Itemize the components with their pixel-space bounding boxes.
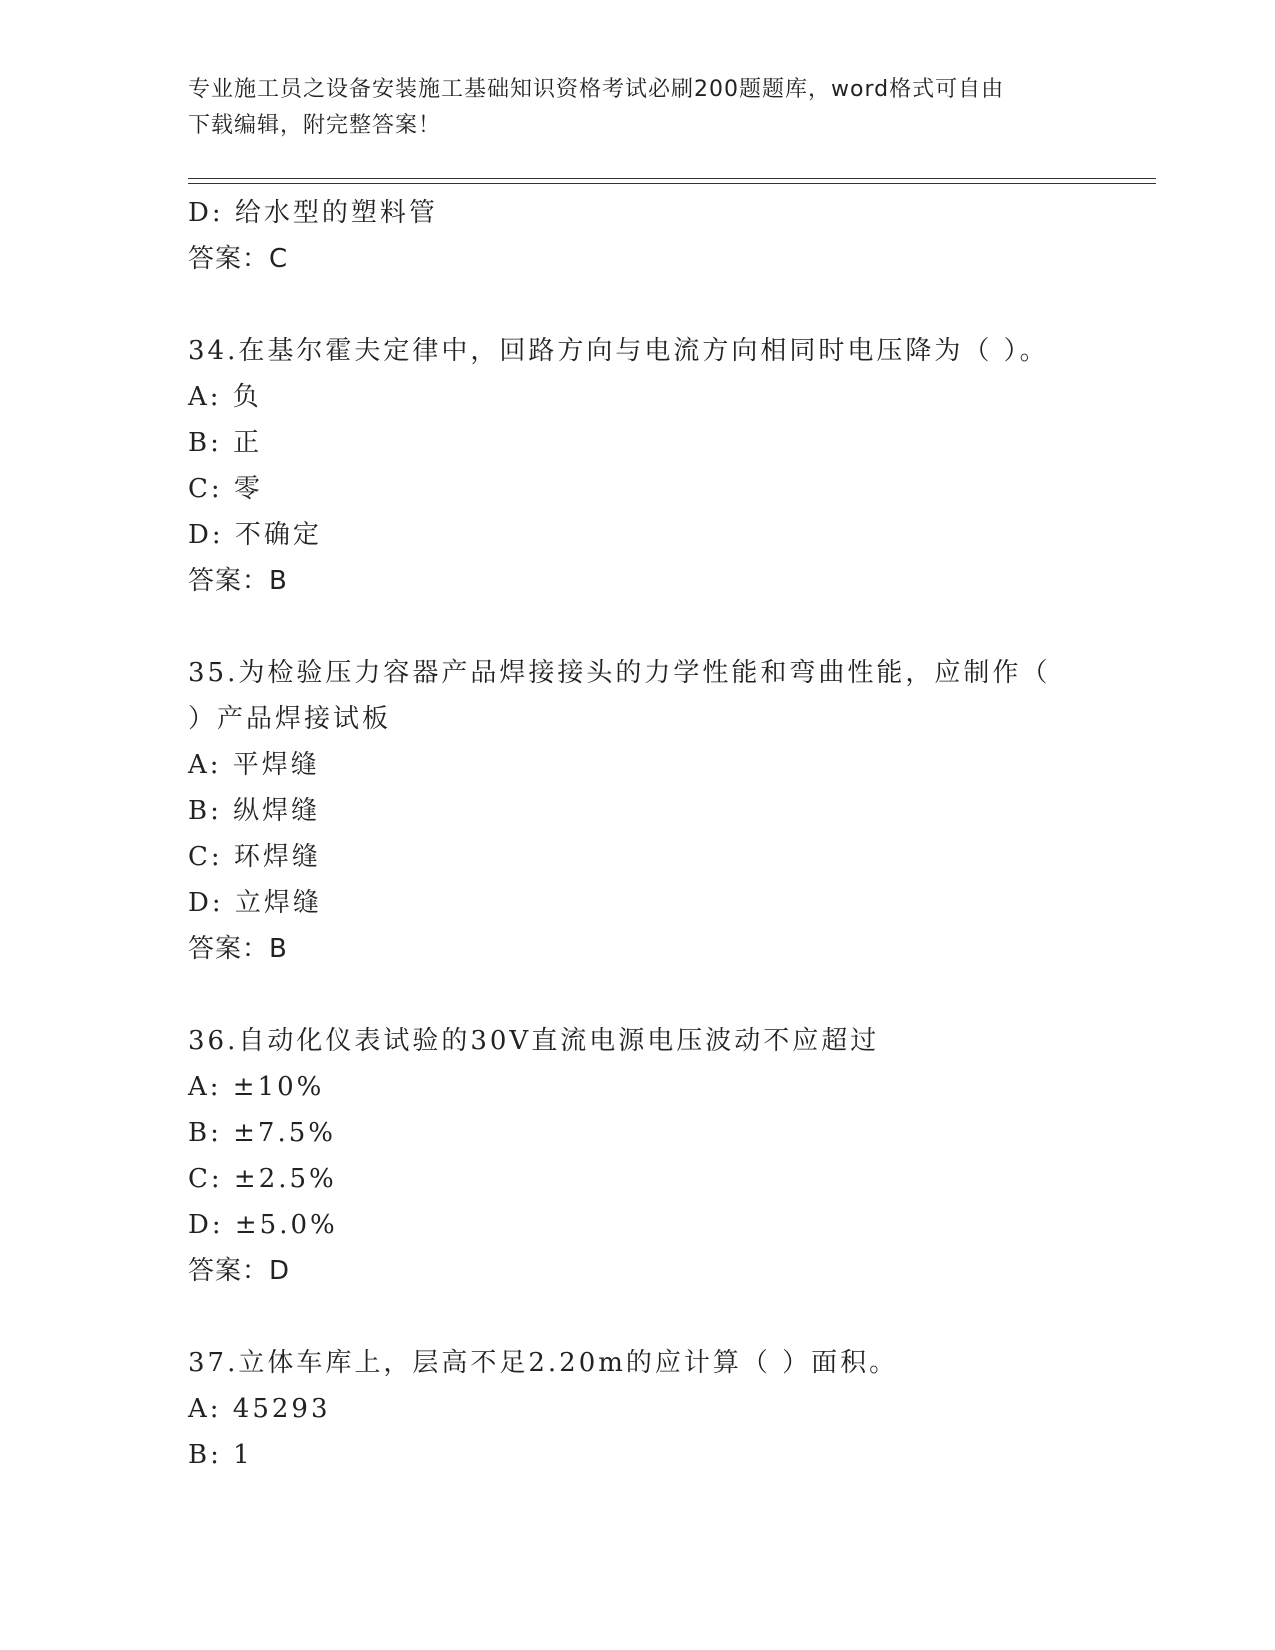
question-34-option-c: C: 零 — [188, 474, 263, 504]
question-35-option-c: C: 环焊缝 — [188, 842, 321, 872]
spacer — [188, 604, 1088, 650]
question-34-option-b: B: 正 — [188, 428, 263, 458]
spacer — [188, 972, 1088, 1018]
question-37-option-a: A: 45293 — [188, 1394, 331, 1424]
header-divider-top — [188, 178, 1156, 179]
question-35-stem-line-1: 35.为检验压力容器产品焊接接头的力学性能和弯曲性能，应制作（ — [188, 658, 1051, 688]
header-line-2: 下载编辑，附完整答案！ — [188, 113, 442, 138]
question-36-option-a: A: ±10% — [188, 1072, 325, 1102]
question-34-option-a: A: 负 — [188, 382, 262, 412]
header-line-1: 专业施工员之设备安装施工基础知识资格考试必刷200题题库，word格式可自由 — [188, 77, 1005, 102]
question-35-answer: 答案：B — [188, 934, 288, 964]
prev-answer: 答案：C — [188, 244, 289, 274]
question-37-stem: 37.立体车库上，层高不足2.20m的应计算（ ）面积。 — [188, 1348, 899, 1378]
spacer — [188, 1294, 1088, 1340]
question-36-option-b: B: ±7.5% — [188, 1118, 336, 1148]
question-36-option-d: D: ±5.0% — [188, 1210, 338, 1240]
question-35-option-d: D: 立焊缝 — [188, 888, 322, 918]
question-36-stem: 36.自动化仪表试验的30V直流电源电压波动不应超过 — [188, 1026, 880, 1056]
question-37-option-b: B: 1 — [188, 1440, 253, 1470]
question-34-stem: 34.在基尔霍夫定律中，回路方向与电流方向相同时电压降为（ ）。 — [188, 336, 1049, 366]
question-36-answer: 答案：D — [188, 1256, 291, 1286]
spacer — [188, 282, 1088, 328]
question-35-option-b: B: 纵焊缝 — [188, 796, 321, 826]
prev-option-d: D: 给水型的塑料管 — [188, 198, 438, 228]
question-content — [188, 190, 1088, 1478]
question-35-stem-line-2: ）产品焊接试板 — [188, 704, 392, 734]
question-34-answer: 答案：B — [188, 566, 288, 596]
document-header — [188, 72, 1068, 144]
question-36-option-c: C: ±2.5% — [188, 1164, 337, 1194]
question-34-option-d: D: 不确定 — [188, 520, 322, 550]
header-divider-bottom — [188, 183, 1156, 184]
question-35-option-a: A: 平焊缝 — [188, 750, 320, 780]
